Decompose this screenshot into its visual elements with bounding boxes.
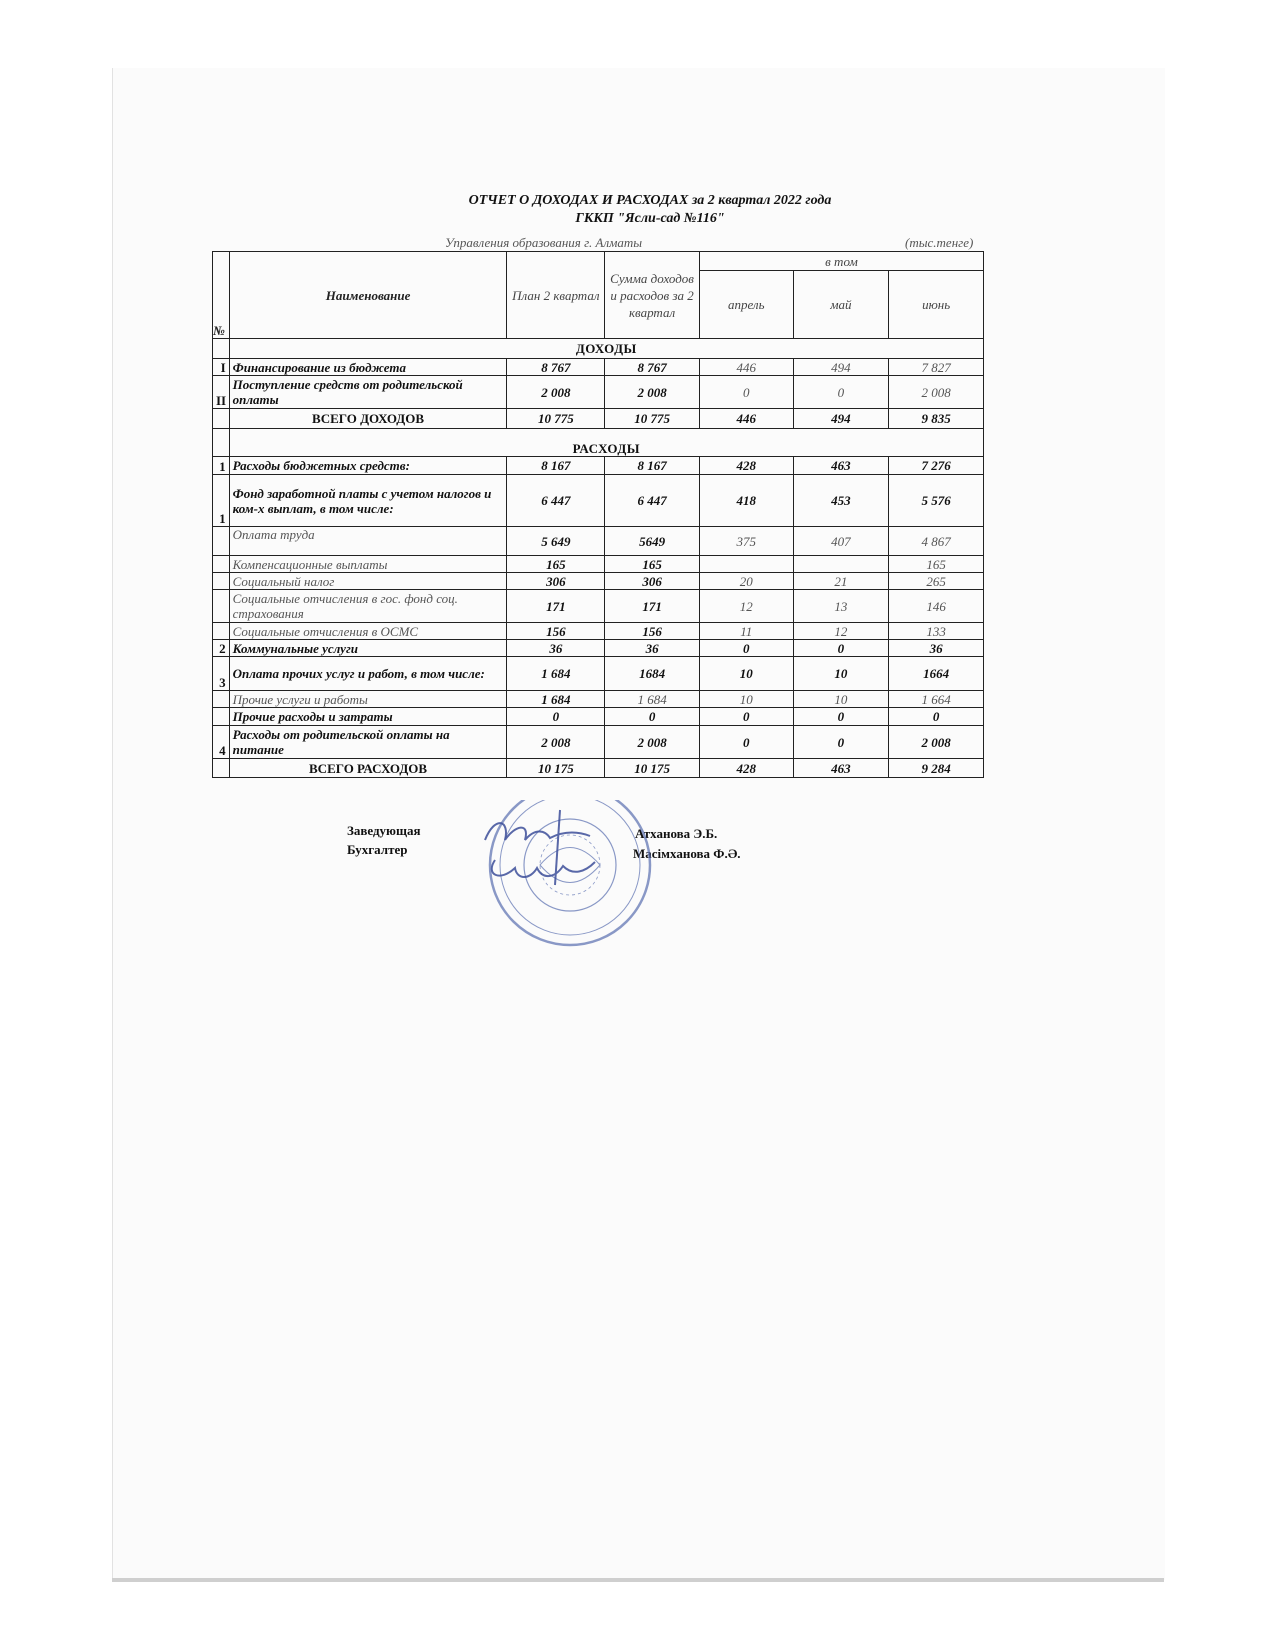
cell-jun: 133 bbox=[889, 623, 984, 640]
cell-number bbox=[213, 708, 230, 726]
cell-may: 407 bbox=[793, 527, 889, 556]
signature-role-head: Заведующая bbox=[347, 823, 421, 838]
cell-name: Фонд заработной платы с учетом налогов и ком-х выплат, в том числе: bbox=[229, 475, 507, 527]
cell-total-label: ВСЕГО ДОХОДОВ bbox=[229, 409, 507, 429]
cell-apr: 20 bbox=[699, 573, 793, 590]
cell-may: 10 bbox=[793, 657, 889, 691]
official-stamp-icon bbox=[455, 800, 685, 965]
cell-name: Поступление средств от родительской оплаты bbox=[229, 376, 507, 409]
cell-name: Оплата прочих услуг и работ, в том числе: bbox=[229, 657, 507, 691]
cell-sum: 10 175 bbox=[605, 759, 700, 778]
cell-jun: 5 576 bbox=[889, 475, 984, 527]
cell-apr: 0 bbox=[699, 726, 793, 759]
cell-plan: 10 175 bbox=[507, 759, 605, 778]
cell-plan: 165 bbox=[507, 556, 605, 573]
cell-apr: 446 bbox=[699, 359, 793, 376]
signature-name-accountant: Масімханова Ф.Ә. bbox=[633, 846, 741, 861]
cell-name: Прочие расходы и затраты bbox=[229, 708, 507, 726]
table-row bbox=[213, 359, 984, 376]
cell-plan: 2 008 bbox=[507, 376, 605, 409]
header-sum: Сумма доходов и расходов за 2 квартал bbox=[605, 252, 700, 339]
report-title: ОТЧЕТ О ДОХОДАХ И РАСХОДАХ за 2 квартал 2022 года bbox=[468, 193, 832, 208]
cell-plan: 8 167 bbox=[507, 457, 605, 475]
department-subtitle: Управления образования г. Алматы bbox=[445, 235, 643, 250]
cell-apr: 0 bbox=[699, 708, 793, 726]
cell-plan: 1 684 bbox=[507, 691, 605, 708]
signature-role-accountant: Бухгалтер bbox=[347, 842, 408, 857]
cell-sum: 10 775 bbox=[605, 409, 700, 429]
header-including: в том bbox=[699, 252, 983, 271]
cell-apr: 0 bbox=[699, 376, 793, 409]
cell-number bbox=[213, 691, 230, 708]
cell-sum: 36 bbox=[605, 640, 700, 657]
cell-plan: 2 008 bbox=[507, 726, 605, 759]
cell-number bbox=[213, 573, 230, 590]
cell-apr: 375 bbox=[699, 527, 793, 556]
cell-number bbox=[213, 556, 230, 573]
cell-sum: 8 167 bbox=[605, 457, 700, 475]
cell-name: Оплата труда bbox=[229, 527, 507, 556]
cell-may: 10 bbox=[793, 691, 889, 708]
cell-name: Расходы от родительской оплаты на питание bbox=[229, 726, 507, 759]
cell-number: I bbox=[213, 359, 230, 376]
units-label: (тыс.тенге) bbox=[905, 235, 974, 250]
cell-sum: 306 bbox=[605, 573, 700, 590]
cell-name: Коммунальные услуги bbox=[229, 640, 507, 657]
cell-sum: 8 767 bbox=[605, 359, 700, 376]
cell-apr: 11 bbox=[699, 623, 793, 640]
table-row bbox=[213, 573, 984, 590]
cell-sum: 2 008 bbox=[605, 726, 700, 759]
cell-plan: 1 684 bbox=[507, 657, 605, 691]
cell-may: 494 bbox=[793, 409, 889, 429]
cell-apr: 418 bbox=[699, 475, 793, 527]
expense-rows bbox=[213, 457, 984, 759]
cell-number bbox=[213, 527, 230, 556]
cell-plan: 306 bbox=[507, 573, 605, 590]
cell-name: Компенсационные выплаты bbox=[229, 556, 507, 573]
cell-sum: 165 bbox=[605, 556, 700, 573]
cell-may: 463 bbox=[793, 457, 889, 475]
cell-may: 463 bbox=[793, 759, 889, 778]
cell-plan: 5 649 bbox=[507, 527, 605, 556]
header-plan: План 2 квартал bbox=[507, 252, 605, 339]
cell-total-label: ВСЕГО РАСХОДОВ bbox=[229, 759, 507, 778]
cell-jun: 265 bbox=[889, 573, 984, 590]
cell-number: 2 bbox=[213, 640, 230, 657]
cell-plan: 6 447 bbox=[507, 475, 605, 527]
cell-apr: 12 bbox=[699, 590, 793, 623]
header-april: апрель bbox=[699, 271, 793, 339]
cell-sum: 1 684 bbox=[605, 691, 700, 708]
cell-apr: 0 bbox=[699, 640, 793, 657]
header-may: май bbox=[793, 271, 889, 339]
cell-plan: 0 bbox=[507, 708, 605, 726]
income-section-title: ДОХОДЫ bbox=[229, 339, 983, 359]
cell-number: 1 bbox=[213, 457, 230, 475]
cell-jun: 4 867 bbox=[889, 527, 984, 556]
header-no: № bbox=[213, 252, 230, 339]
cell-name: Социальный налог bbox=[229, 573, 507, 590]
cell-plan: 156 bbox=[507, 623, 605, 640]
cell-may: 494 bbox=[793, 359, 889, 376]
cell-jun: 2 008 bbox=[889, 376, 984, 409]
signature-name-head: Атханова Э.Б. bbox=[635, 826, 718, 841]
table-row bbox=[213, 640, 984, 657]
expense-total-row bbox=[213, 759, 984, 778]
income-total-row bbox=[213, 409, 984, 429]
cell-apr: 428 bbox=[699, 457, 793, 475]
cell-name: Финансирование из бюджета bbox=[229, 359, 507, 376]
cell-apr: 10 bbox=[699, 657, 793, 691]
cell-may: 0 bbox=[793, 726, 889, 759]
cell-jun: 7 276 bbox=[889, 457, 984, 475]
cell-name: Расходы бюджетных средств: bbox=[229, 457, 507, 475]
cell-name: Социальные отчисления в гос. фонд соц. страхования bbox=[229, 590, 507, 623]
expense-section-title: РАСХОДЫ bbox=[229, 429, 983, 457]
cell-may: 0 bbox=[793, 640, 889, 657]
table-row bbox=[213, 457, 984, 475]
table-row bbox=[213, 657, 984, 691]
cell-sum: 5649 bbox=[605, 527, 700, 556]
cell-number bbox=[213, 623, 230, 640]
cell-sum: 2 008 bbox=[605, 376, 700, 409]
income-rows bbox=[213, 359, 984, 409]
cell-may: 453 bbox=[793, 475, 889, 527]
cell-sum: 1684 bbox=[605, 657, 700, 691]
table-row bbox=[213, 527, 984, 556]
cell-number: 3 bbox=[213, 657, 230, 691]
cell-plan: 36 bbox=[507, 640, 605, 657]
table-row bbox=[213, 726, 984, 759]
cell-jun: 165 bbox=[889, 556, 984, 573]
cell-name: Социальные отчисления в ОСМС bbox=[229, 623, 507, 640]
cell-jun: 1 664 bbox=[889, 691, 984, 708]
cell-number: 4 bbox=[213, 726, 230, 759]
header-june: июнь bbox=[889, 271, 984, 339]
cell-may: 13 bbox=[793, 590, 889, 623]
organization-title: ГККП "Ясли-сад №116" bbox=[575, 211, 725, 226]
cell-jun: 2 008 bbox=[889, 726, 984, 759]
cell-plan: 171 bbox=[507, 590, 605, 623]
cell-jun: 9 835 bbox=[889, 409, 984, 429]
cell-sum: 0 bbox=[605, 708, 700, 726]
header-name: Наименование bbox=[229, 252, 507, 339]
cell-name: Прочие услуги и работы bbox=[229, 691, 507, 708]
table-row bbox=[213, 691, 984, 708]
table-row bbox=[213, 623, 984, 640]
cell-sum: 156 bbox=[605, 623, 700, 640]
table-row bbox=[213, 708, 984, 726]
table-row bbox=[213, 556, 984, 573]
cell-plan: 8 767 bbox=[507, 359, 605, 376]
cell-apr: 446 bbox=[699, 409, 793, 429]
cell-sum: 6 447 bbox=[605, 475, 700, 527]
cell-jun: 9 284 bbox=[889, 759, 984, 778]
cell-jun: 146 bbox=[889, 590, 984, 623]
cell-number: II bbox=[213, 376, 230, 409]
report-table bbox=[212, 251, 984, 778]
cell-may: 0 bbox=[793, 708, 889, 726]
cell-jun: 0 bbox=[889, 708, 984, 726]
cell-apr: 10 bbox=[699, 691, 793, 708]
paper-edge bbox=[112, 1578, 1164, 1582]
cell-apr bbox=[699, 556, 793, 573]
cell-jun: 7 827 bbox=[889, 359, 984, 376]
cell-number bbox=[213, 590, 230, 623]
cell-may bbox=[793, 556, 889, 573]
cell-jun: 1664 bbox=[889, 657, 984, 691]
cell-jun: 36 bbox=[889, 640, 984, 657]
cell-may: 0 bbox=[793, 376, 889, 409]
cell-may: 12 bbox=[793, 623, 889, 640]
table-row bbox=[213, 475, 984, 527]
table-row bbox=[213, 590, 984, 623]
cell-sum: 171 bbox=[605, 590, 700, 623]
cell-number: 1 bbox=[213, 475, 230, 527]
cell-apr: 428 bbox=[699, 759, 793, 778]
table-row bbox=[213, 376, 984, 409]
cell-may: 21 bbox=[793, 573, 889, 590]
cell-plan: 10 775 bbox=[507, 409, 605, 429]
